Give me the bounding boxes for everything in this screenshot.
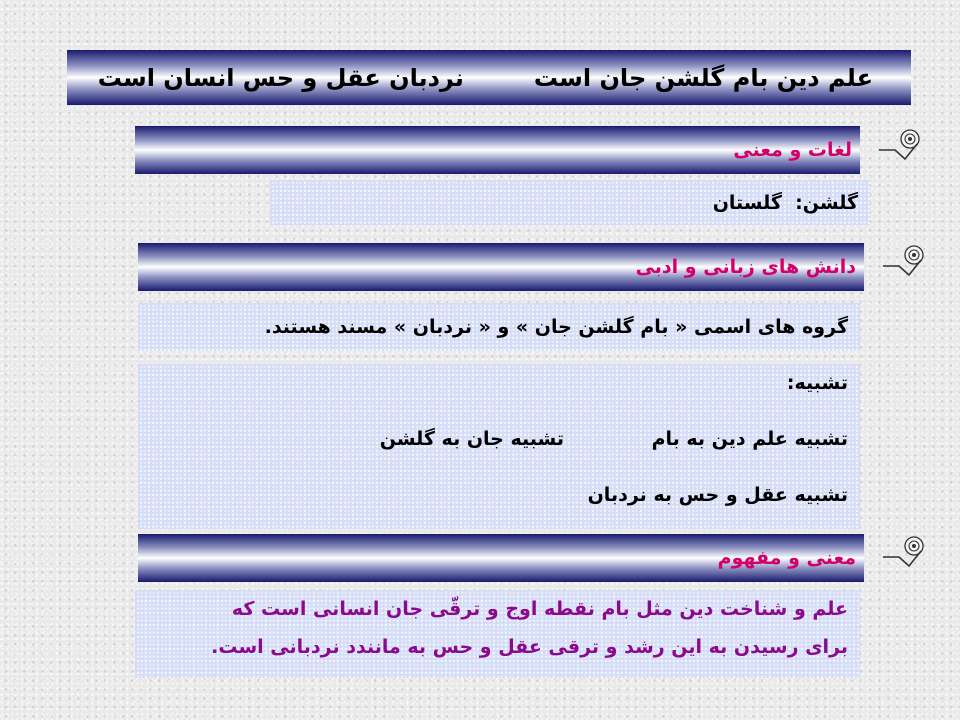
- vocab-box: [270, 180, 870, 225]
- noun-groups-box: [138, 303, 860, 351]
- section-header-vocab: [135, 126, 860, 174]
- section-heading: لغات و معنی: [733, 139, 852, 161]
- section-header-literary: [138, 243, 864, 291]
- section-heading: معنی و مفهوم: [717, 547, 856, 569]
- verse-hemistich-1: علم دین بام گلشن جان است: [533, 63, 873, 92]
- verse-title-bar: [67, 50, 911, 105]
- verse-hemistich-2: نردبان عقل و حس انسان است: [97, 63, 464, 92]
- noun-groups-text: گروه های اسمی « بام گلشن جان » و « نردبان » مسند هستند.: [264, 316, 848, 338]
- meaning-line: علم و شناخت دین مثل بام نقطه اوج و ترقّی جان انسانی است که: [231, 598, 848, 620]
- bullet-icon: [881, 535, 927, 575]
- simile-item: تشبیه جان به گلشن: [379, 428, 564, 450]
- section-header-meaning: [138, 534, 864, 582]
- meaning-line: برای رسیدن به این رشد و ترقی عقل و حس به مانندد نردبانی است.: [211, 636, 848, 658]
- simile-box: [138, 364, 860, 529]
- simile-item: تشبیه علم دین به بام: [651, 428, 848, 450]
- section-heading: دانش های زبانی و ادبی: [635, 256, 856, 278]
- bullet-icon: [881, 244, 927, 284]
- simile-title: تشبیه:: [786, 372, 848, 394]
- vocab-entry: گلشن: گلستان: [712, 191, 858, 214]
- meaning-box: [135, 590, 860, 678]
- simile-item: تشبیه عقل و حس به نردبان: [587, 484, 848, 506]
- bullet-icon: [877, 128, 923, 168]
